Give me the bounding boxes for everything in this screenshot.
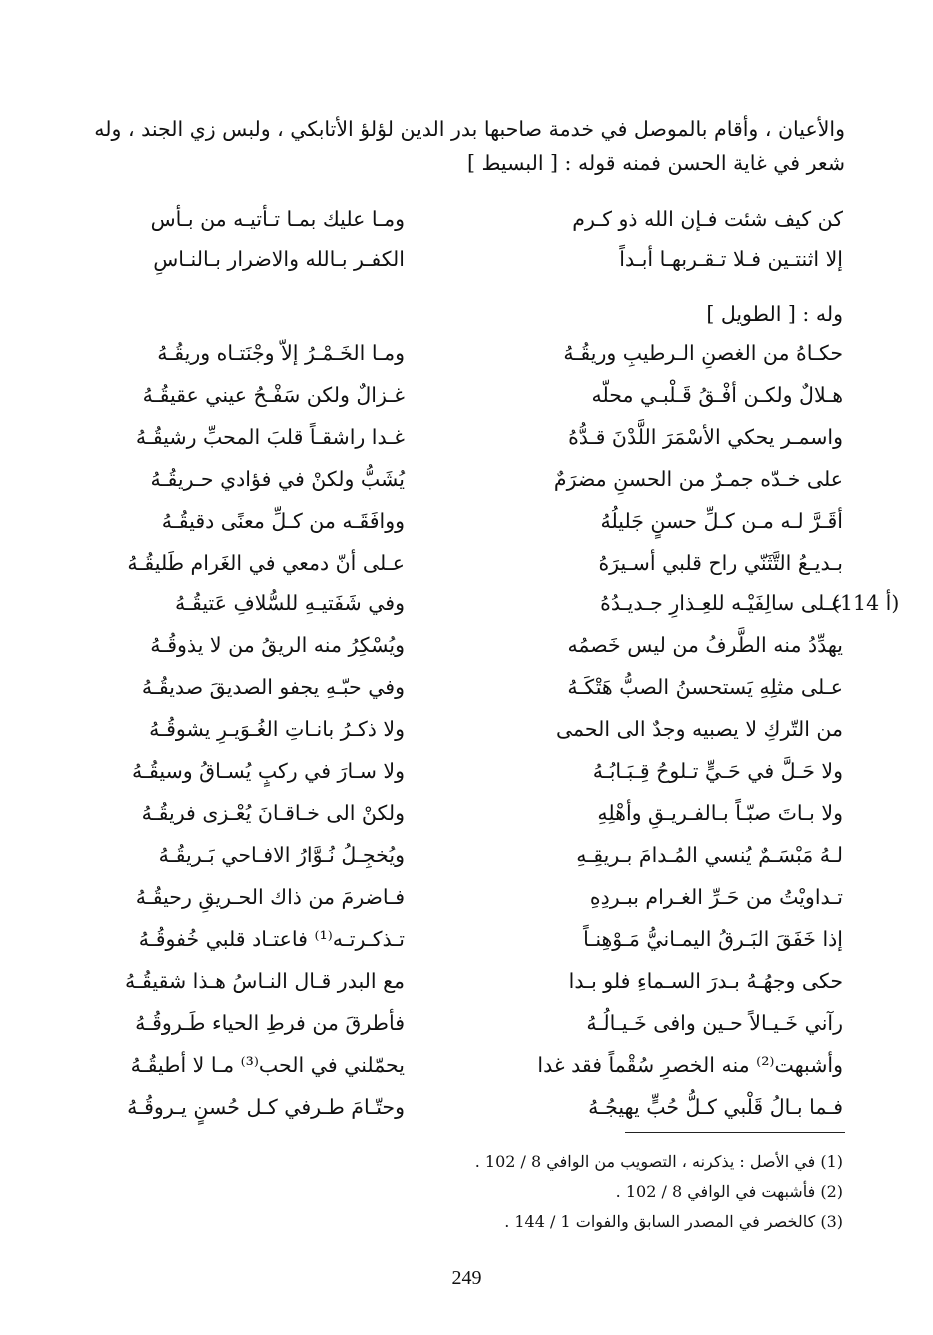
- poem2-verse-first-hemistich: يهدِّدُ منه الطَّرفُ من ليس خَصمُه: [567, 633, 843, 657]
- poem2-verse-second-hemistich: يحمّلني في الحب⁽³⁾ مـا لا أطيقُـهُ: [130, 1053, 405, 1077]
- poem2-verse-second-hemistich: وحتّـامَ طـرفي كـل حُسنٍ يـروقُـهُ: [127, 1095, 405, 1119]
- poem2-verse-second-hemistich: ولا ذكـرُ بانـاتِ الغُـوَيـرِ يشوقُـهُ: [149, 717, 405, 741]
- poem2-verse-first-hemistich: ولا بـاتَ صبّـاً بـالفـريـقِ وأهْلِهِ: [597, 801, 843, 825]
- poem2-verse-first-hemistich: عـلى مثلِهِ يَستحسنُ الصبُّ هَتْكَـهُ: [567, 675, 843, 699]
- footnote-1: (1) في الأصل : يذكرنه ، التصويب من الوافي 8 / 102 .: [474, 1152, 843, 1171]
- poem2-verse-first-hemistich: من التّركِ لا يصبيه وجدٌ الى الحمى: [555, 717, 843, 741]
- poem2-verse-first-hemistich: على خـدّه جمـرٌ من الحسنِ مضرَمٌ: [553, 467, 843, 491]
- poem2-verse-second-hemistich: ولكنْ الى خـاقـانَ يُعْـزى فريقُـهُ: [141, 801, 405, 825]
- poem2-verse-second-hemistich: ويُسْكِرُ منه الريقُ من لا يذوقُـهُ: [150, 633, 405, 657]
- poem2-verse-second-hemistich: ومـا الخَـمْـرُ إلاّ وجْنَتـاه وريقُـهُ: [157, 341, 405, 365]
- poem2-verse-second-hemistich: فـاضرمَ من ذاك الحـريقِ رحيقُـهُ: [135, 885, 405, 909]
- poem2-verse-second-hemistich: ولا سـارَ في ركبٍ يُسـاقُ وسيقُـهُ: [132, 759, 405, 783]
- poem1-verse1-second-hemistich: ومـا عليك بمـا تـأتيـه من بـأس: [150, 207, 405, 231]
- poem2-verse-second-hemistich: تـذكـرتـه⁽¹⁾ فاعتـاد قلبي خُفوقُـهُ: [138, 927, 405, 951]
- poem2-verse-second-hemistich: ويُخجِـلُ نُـوَّارُ الافـاحي بَـريقُـهُ: [158, 843, 405, 867]
- folio-margin-note: (114 أ): [832, 591, 900, 615]
- poem2-verse-first-hemistich: هـلالٌ ولكـن أفْـقُ قَـلْبـي محلّه: [591, 383, 843, 407]
- poem2-verse-second-hemistich: غـدا راشقـاً قلبَ المحبِّ رشيقُـهُ: [135, 425, 405, 449]
- poem2-verse-first-hemistich: رآني خَـيـالاً حـين وافى خَـيـالُـهُ: [586, 1011, 843, 1035]
- poem2-verse-first-hemistich: وأشبهت⁽²⁾ منه الخصرِ سُقْماً فقد غدا: [537, 1053, 843, 1077]
- meter-label: وله : [ الطويل ]: [706, 302, 843, 326]
- intro-line: شعر في غاية الحسن فمنه قوله : [ البسيط ]: [466, 151, 845, 175]
- poem2-verse-second-hemistich: فأطرقَ من فرطِ الحياء طَـروقُـهُ: [135, 1011, 405, 1035]
- poem2-verse-second-hemistich: مع البدر قـال النـاسُ هـذا شقيقُـهُ: [125, 969, 405, 993]
- footnote-divider: [625, 1132, 845, 1133]
- poem2-verse-second-hemistich: وفي شَفَتيـهِ للسُّلافِ عَتيقُـهُ: [174, 591, 405, 615]
- poem2-verse-first-hemistich: ولا حَـلَّ في حَـيٍّ تـلوحُ قِـبَـابُـهُ: [592, 759, 843, 783]
- poem2-verse-second-hemistich: يُشَبُّ ولكنْ في فؤادي حـريقُـهُ: [150, 467, 405, 491]
- poem2-verse-first-hemistich: واسمـر يحكي الأسْمَرَ اللَّدْنَ قـدُّهُ: [568, 425, 843, 449]
- poem2-verse-first-hemistich: حكى وجهُـهُ بـدرَ السـماءِ فلو بـدا: [568, 969, 843, 993]
- poem2-verse-first-hemistich: فـما بـالُ قَلْبي كـلُّ حُبٍّ يهيجُـهُ: [588, 1095, 843, 1119]
- poem2-verse-second-hemistich: عـلى أنّ دمعي في الغَرام طَليقُـهُ: [127, 551, 405, 575]
- poem2-verse-first-hemistich: بـديـعُ التَّثَنّي راح قلبي أسـيرَهُ: [598, 551, 843, 575]
- footnote-2: (2) فأشبهت في الوافي 8 / 102 .: [615, 1182, 843, 1201]
- poem2-verse-first-hemistich: أقَـرَّ لـه مـن كـلِّ حسنٍ جَليلُهُ: [600, 509, 843, 533]
- poem2-verse-second-hemistich: وفي حبّـهِ يجفو الصديقَ صديقُـهُ: [141, 675, 405, 699]
- poem1-verse1-first-hemistich: كن كيف شئت فـإن الله ذو كـرم: [572, 207, 843, 231]
- poem2-verse-first-hemistich: تـداويْتُ من حَـرِّ الغـرام ببـردِهِ: [589, 885, 843, 909]
- poem2-verse-second-hemistich: ووافَقَـه من كـلِّ معنًى دقيقُـهُ: [161, 509, 405, 533]
- poem2-verse-first-hemistich: حكـاهُ من الغصنِ الـرطيبِ وريقُـهُ: [563, 341, 843, 365]
- intro-paragraph: [70, 112, 845, 180]
- poem2-verse-first-hemistich: إذا خَفَقَ البَـرقُ اليمـانيُّ مَـوْهِنـاً: [583, 927, 843, 951]
- footnote-3: (3) كالخصر في المصدر السابق والفوات 1 / 144 .: [504, 1212, 843, 1231]
- poem1-verse2-second-hemistich: الكفـر بـالله والاضرار بـالنـاسِ: [153, 247, 405, 271]
- poem2-verse-first-hemistich: عـلى سالِفَيْـه للعِـذارِ جـديـدُهُ: [600, 591, 843, 615]
- poem2-verse-second-hemistich: غـزالٌ ولكن سَفْـحُ عيني عقيقُـهُ: [142, 383, 405, 407]
- poem2-verse-first-hemistich: لـهُ مَبْسَـمٌ يُنسي المُـدامَ بـريقِـهِ: [576, 843, 843, 867]
- intro-line: والأعيان ، وأقام بالموصل في خدمة صاحبها بدر الدين لؤلؤ الأتابكي ، ولبس زي الجند ، وله: [94, 117, 845, 141]
- poem1-verse2-first-hemistich: إلا اثنتـين فـلا تـقـربهـا أبـداً: [619, 247, 843, 271]
- page-number: 249: [451, 1267, 482, 1289]
